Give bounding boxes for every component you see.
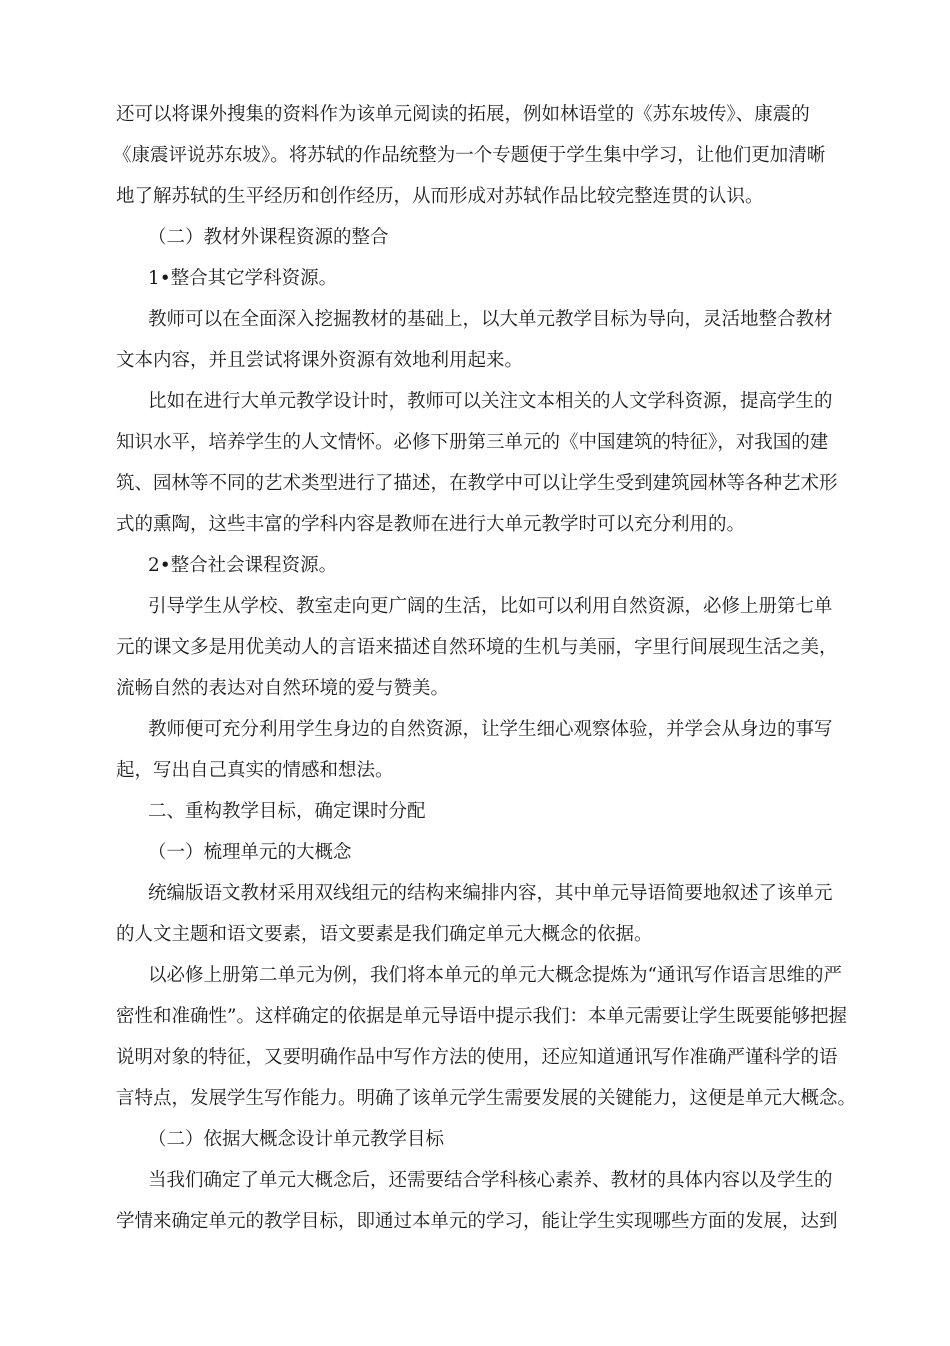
subsection-heading: 2•整合社会课程资源。 xyxy=(148,555,338,576)
text-line: 学情来确定单元的教学目标，即通过本单元的学习，能让学生实现哪些方面的发展，达到 xyxy=(116,1211,838,1232)
text-line: 元的课文多是用优美动人的言语来描述自然环境的生机与美丽，字里行间展现生活之美， xyxy=(116,637,838,658)
text-line: 统编版语文教材采用双线组元的结构来编排内容，其中单元导语简要地叙述了该单元 xyxy=(148,883,833,904)
chapter-heading: 二、重构教学目标，确定课时分配 xyxy=(148,801,426,822)
subsection-heading: 1•整合其它学科资源。 xyxy=(148,268,338,289)
text-line: 还可以将课外搜集的资料作为该单元阅读的拓展，例如林语堂的《苏东坡传》、康震的 xyxy=(116,104,810,125)
text-line: 密性和准确性”。这样确定的依据是单元导语中提示我们：本单元需要让学生既要能够把握 xyxy=(116,1006,847,1027)
text-line: 地了解苏轼的生平经历和创作经历，从而形成对苏轼作品比较完整连贯的认识。 xyxy=(116,186,764,207)
text-line: 比如在进行大单元教学设计时，教师可以关注文本相关的人文学科资源，提高学生的 xyxy=(148,391,833,412)
text-line: 的人文主题和语文要素，语文要素是我们确定单元大概念的依据。 xyxy=(116,924,653,945)
text-line: 以必修上册第二单元为例，我们将本单元的单元大概念提炼为“通讯写作语言思维的严 xyxy=(148,965,842,986)
text-line: 知识水平，培养学生的人文情怀。必修下册第三单元的《中国建筑的特征》，对我国的建 xyxy=(116,432,829,453)
section-heading: （一）梳理单元的大概念 xyxy=(148,842,352,863)
text-line: 起，写出自己真实的情感和想法。 xyxy=(116,760,394,781)
text-line: 当我们确定了单元大概念后，还需要结合学科核心素养、教材的具体内容以及学生的 xyxy=(148,1170,833,1191)
text-line: 言特点，发展学生写作能力。明确了该单元学生需要发展的关键能力，这便是单元大概念。 xyxy=(116,1088,857,1109)
text-line: 流畅自然的表达对自然环境的爱与赞美。 xyxy=(116,678,450,699)
text-line: 文本内容，并且尝试将课外资源有效地利用起来。 xyxy=(116,350,524,371)
text-line: 引导学生从学校、教室走向更广阔的生活，比如可以利用自然资源，必修上册第七单 xyxy=(148,596,833,617)
text-line: 《康震评说苏东坡》。将苏轼的作品统整为一个专题便于学生集中学习，让他们更加清晰 xyxy=(113,145,826,166)
text-line: 说明对象的特征，又要明确作品中写作方法的使用，还应知道通讯写作准确严谨科学的语 xyxy=(116,1047,838,1068)
text-line: 教师可以在全面深入挖掘教材的基础上，以大单元教学目标为导向，灵活地整合教材 xyxy=(148,309,833,330)
text-line: 式的熏陶，这些丰富的学科内容是教师在进行大单元教学时可以充分利用的。 xyxy=(116,514,746,535)
section-heading: （二）依据大概念设计单元教学目标 xyxy=(148,1129,445,1150)
text-line: 教师便可充分利用学生身边的自然资源，让学生细心观察体验，并学会从身边的事写 xyxy=(148,719,833,740)
section-heading: （二）教材外课程资源的整合 xyxy=(148,227,389,248)
text-line: 筑、园林等不同的艺术类型进行了描述，在教学中可以让学生受到建筑园林等各种艺术形 xyxy=(116,473,838,494)
